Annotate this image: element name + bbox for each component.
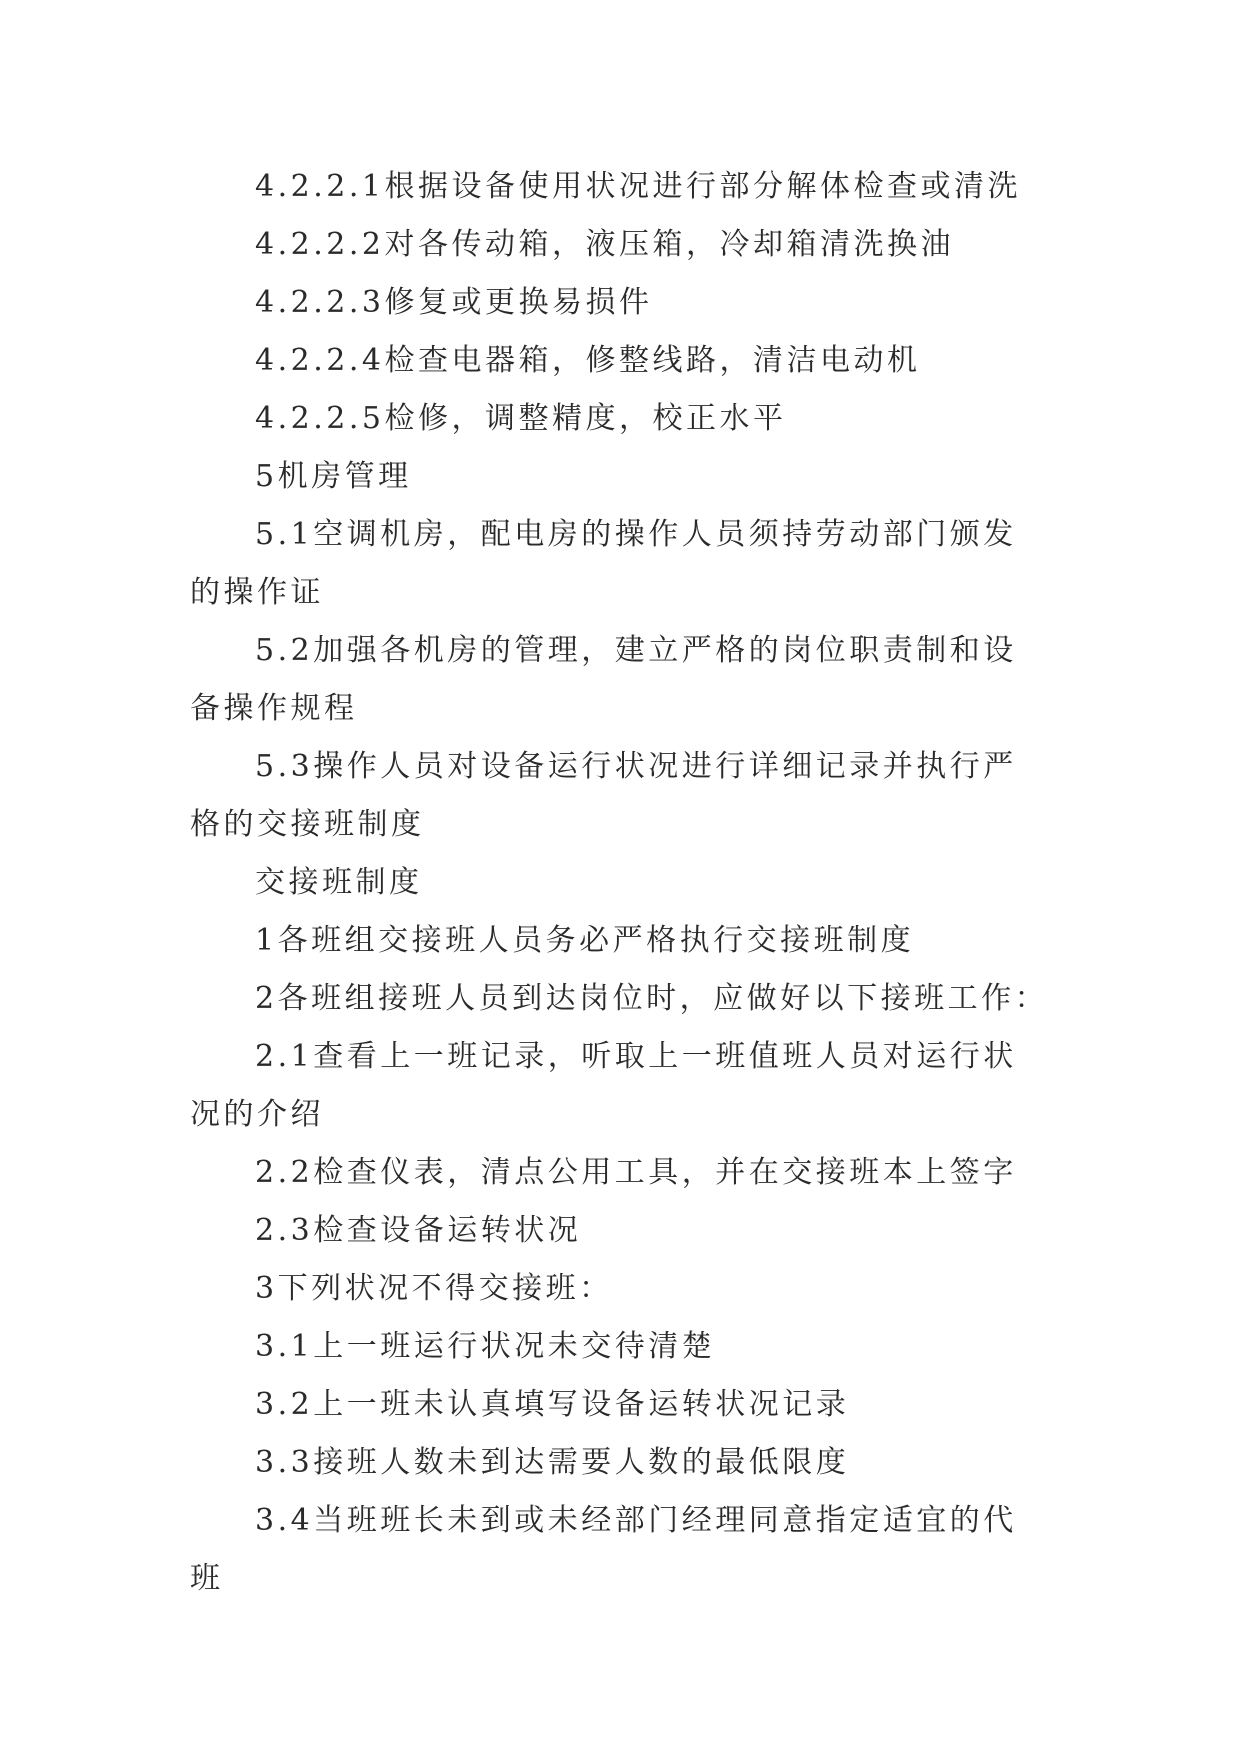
paragraph-4-2-2-1: 4.2.2.1根据设备使用状况进行部分解体检查或清洗: [255, 169, 1021, 204]
paragraph-3-2: 3.2上一班未认真填写设备运转状况记录: [255, 1387, 850, 1422]
paragraph-3-3: 3.3接班人数未到达需要人数的最低限度: [255, 1445, 850, 1480]
paragraph-2-1: 2.1查看上一班记录，听取上一班值班人员对运行状况的介绍: [190, 1039, 1017, 1132]
paragraph-3: 3下列状况不得交接班：: [255, 1271, 613, 1306]
paragraph-5-3: 5.3操作人员对设备运行状况进行详细记录并执行严格的交接班制度: [190, 749, 1017, 842]
section-heading-machine-room: 5机房管理: [255, 459, 412, 494]
paragraph-2: 2各班组接班人员到达岗位时，应做好以下接班工作：: [255, 981, 1049, 1016]
paragraph-4-2-2-5: 4.2.2.5检修，调整精度，校正水平: [255, 401, 787, 436]
section-heading-shift-handover: 交接班制度: [255, 865, 423, 900]
paragraph-4-2-2-3: 4.2.2.3修复或更换易损件: [255, 285, 653, 320]
paragraph-5-1: 5.1空调机房，配电房的操作人员须持劳动部门颁发的操作证: [190, 517, 1017, 610]
paragraph-3-4: 3.4当班班长未到或未经部门经理同意指定适宜的代班: [190, 1503, 1017, 1596]
paragraph-2-2: 2.2检查仪表，清点公用工具，并在交接班本上签字: [255, 1155, 1017, 1190]
paragraph-5-2: 5.2加强各机房的管理，建立严格的岗位职责制和设备操作规程: [190, 633, 1017, 726]
document-body: [190, 158, 1050, 1608]
paragraph-3-1: 3.1上一班运行状况未交待清楚: [255, 1329, 716, 1364]
paragraph-1: 1各班组交接班人员务必严格执行交接班制度: [255, 923, 915, 958]
paragraph-4-2-2-4: 4.2.2.4检查电器箱，修整线路，清洁电动机: [255, 343, 921, 378]
paragraph-2-3: 2.3检查设备运转状况: [255, 1213, 582, 1248]
paragraph-4-2-2-2: 4.2.2.2对各传动箱，液压箱，冷却箱清洗换油: [255, 227, 954, 262]
